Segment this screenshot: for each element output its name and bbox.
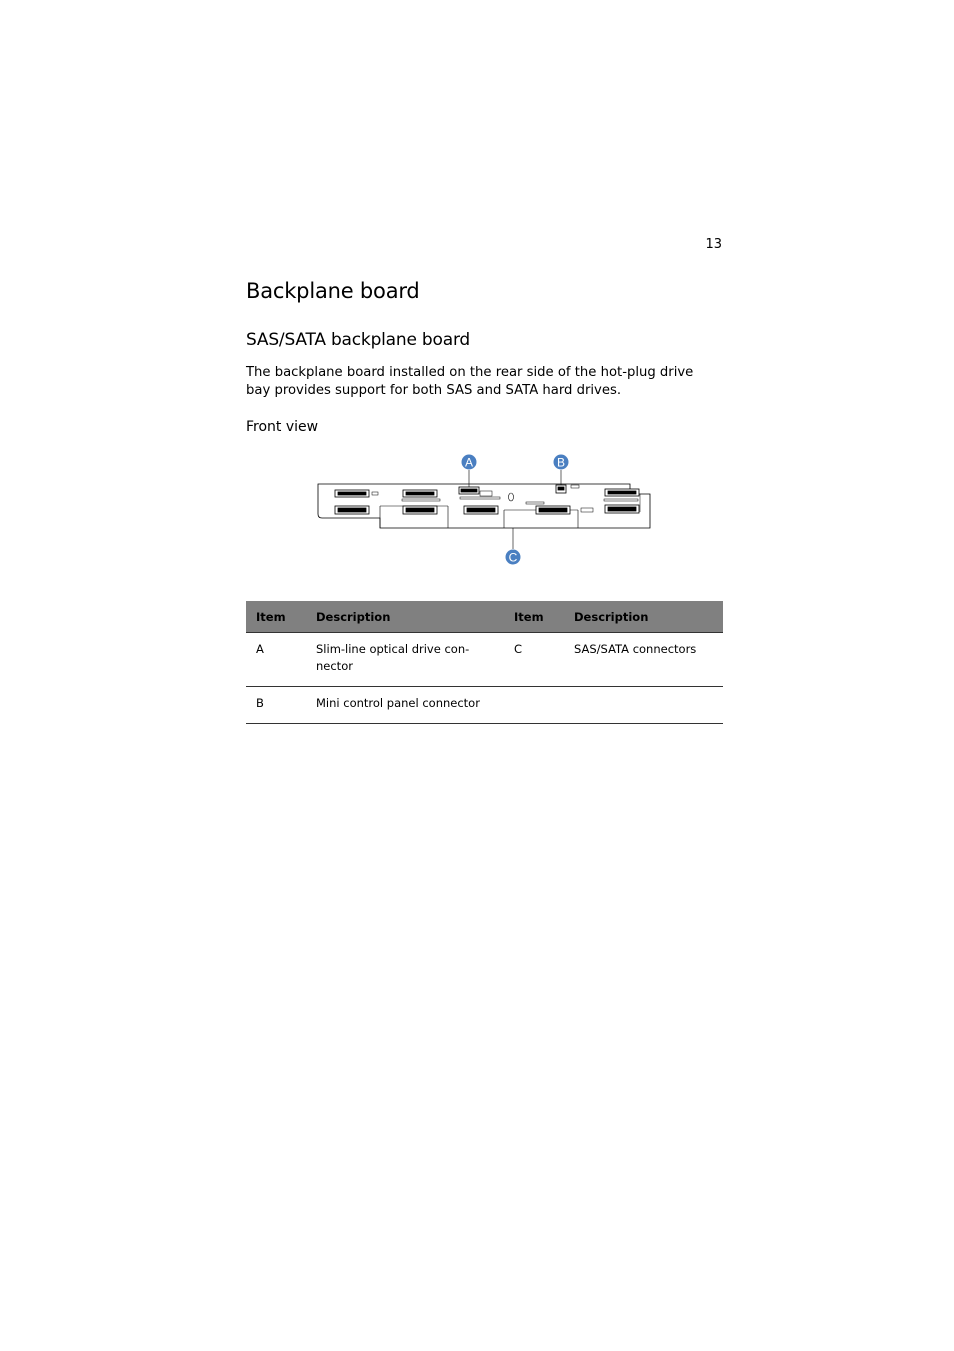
table-row — [246, 633, 723, 687]
description-cell: SAS/SATA connectors — [564, 633, 723, 687]
control-panel-connector — [556, 485, 566, 493]
sas-sata-connector — [335, 490, 369, 497]
description-cell — [306, 633, 504, 687]
backplane-diagram — [300, 448, 670, 570]
sas-sata-connector — [605, 505, 639, 513]
description-cell — [564, 687, 723, 724]
section-subtitle: SAS/SATA backplane board — [246, 330, 471, 350]
column-header-item: Item — [246, 601, 306, 633]
item-cell: B — [246, 687, 306, 724]
sas-sata-connector — [605, 489, 639, 496]
page-number: 13 — [705, 237, 722, 252]
sas-sata-connector — [403, 506, 437, 514]
callout-label: A — [464, 455, 474, 470]
description-paragraph — [246, 364, 726, 399]
sas-sata-connector — [464, 506, 498, 514]
paragraph-line: bay provides support for both SAS and SATA hard drives. — [246, 382, 622, 398]
description-line: Slim-line optical drive con- — [316, 642, 470, 656]
table-header-row — [246, 601, 723, 633]
column-header-description: Description — [564, 601, 723, 633]
callout-b — [554, 455, 569, 470]
item-cell: C — [504, 633, 564, 687]
paragraph-line: The backplane board installed on the rear side of the hot-plug drive — [246, 365, 694, 380]
sas-sata-connector — [335, 506, 369, 514]
description-line: nector — [316, 659, 353, 673]
item-cell — [504, 687, 564, 724]
column-header-description: Description — [306, 601, 504, 633]
column-header-item: Item — [504, 601, 564, 633]
item-description-table — [246, 601, 723, 724]
table-row — [246, 687, 723, 724]
figure-caption: Front view — [246, 419, 319, 435]
callout-label: B — [556, 455, 566, 470]
callout-c — [506, 550, 521, 565]
callout-label: C — [508, 550, 518, 565]
section-title: Backplane board — [246, 279, 420, 303]
sas-sata-connector — [536, 506, 570, 514]
callout-a — [462, 455, 477, 470]
sas-sata-connector — [403, 490, 437, 497]
description-line: Mini control panel connector — [316, 696, 480, 710]
optical-drive-connector — [459, 487, 479, 494]
item-cell: A — [246, 633, 306, 687]
description-cell — [306, 687, 504, 724]
